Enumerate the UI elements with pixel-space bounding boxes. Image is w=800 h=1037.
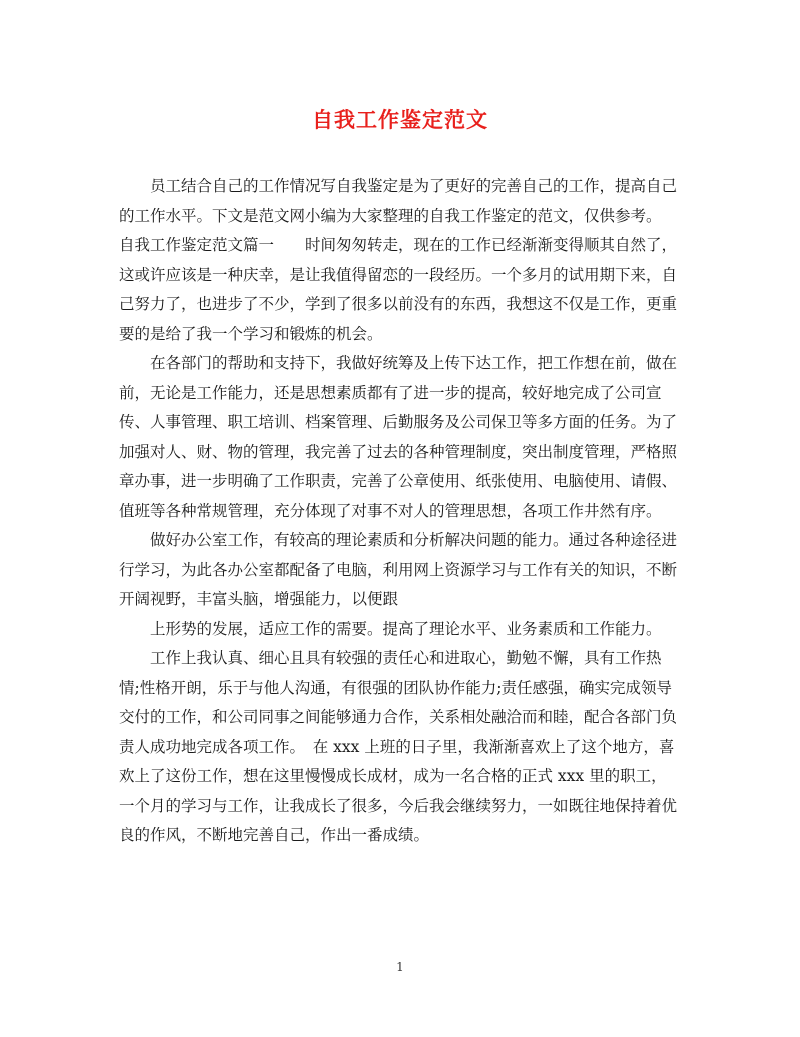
paragraph-attitude: 工作上我认真、细心且具有较强的责任心和进取心，勤勉不懈，具有工作热情;性格开朗，乐于与他人沟通，有很强的团队协作能力;责任感强，确实完成领导交付的工作，和公司同事之间能够通力合作，关系相处融洽而和睦，配合各部门负责人成功地完成各项工作。 在 xxx 上班的日子里，我渐渐喜欢上了这个地方，喜欢上了这份工作，想在这里慢慢成长成材，成为一名合格的正式 xxx 里的职工，一个月的学习与工作，让我成长了很多，今后我会继续努力，一如既往地保持着优良的作风，不断地完善自己，作出一番成绩。: [119, 649, 678, 844]
document-title: 自我工作鉴定范文: [312, 107, 488, 132]
page-number: 1: [396, 960, 404, 974]
document-body: [119, 172, 681, 851]
paragraph-sample-one: 自我工作鉴定范文篇一 时间匆匆转走，现在的工作已经渐渐变得顺其自然了，这或许应该是一种庆幸，是让我值得留恋的一段经历。一个多月的试用期下来，自己努力了，也进步了不少，学到了很多以前没有的东西，我想这不仅是工作，更重要的是给了我一个学习和锻炼的机会。: [119, 236, 678, 343]
paragraph-office-work: 做好办公室工作，有较高的理论素质和分析解决问题的能力。通过各种途径进行学习，为此各办公室都配备了电脑，利用网上资源学习与工作有关的知识，不断开阔视野，丰富头脑，增强能力，以便跟: [119, 531, 678, 608]
paragraph-department-work: 在各部门的帮助和支持下，我做好统筹及上传下达工作，把工作想在前，做在前，无论是工作能力，还是思想素质都有了进一步的提高，较好地完成了公司宣传、人事管理、职工培训、档案管理、后勤服务及公司保卫等多方面的任务。为了加强对人、财、物的管理，我完善了过去的各种管理制度，突出制度管理，严格照章办事，进一步明确了工作职责，完善了公章使用、纸张使用、电脑使用、请假、值班等各种常规管理，充分体现了对事不对人的管理思想，各项工作井然有序。: [119, 354, 678, 520]
paragraph-intro: 员工结合自己的工作情况写自我鉴定是为了更好的完善自己的工作，提高自己的工作水平。下文是范文网小编为大家整理的自我工作鉴定的范文，仅供参考。: [119, 177, 678, 225]
paragraph-development: 上形势的发展，适应工作的需要。提高了理论水平、业务素质和工作能力。: [150, 619, 662, 638]
